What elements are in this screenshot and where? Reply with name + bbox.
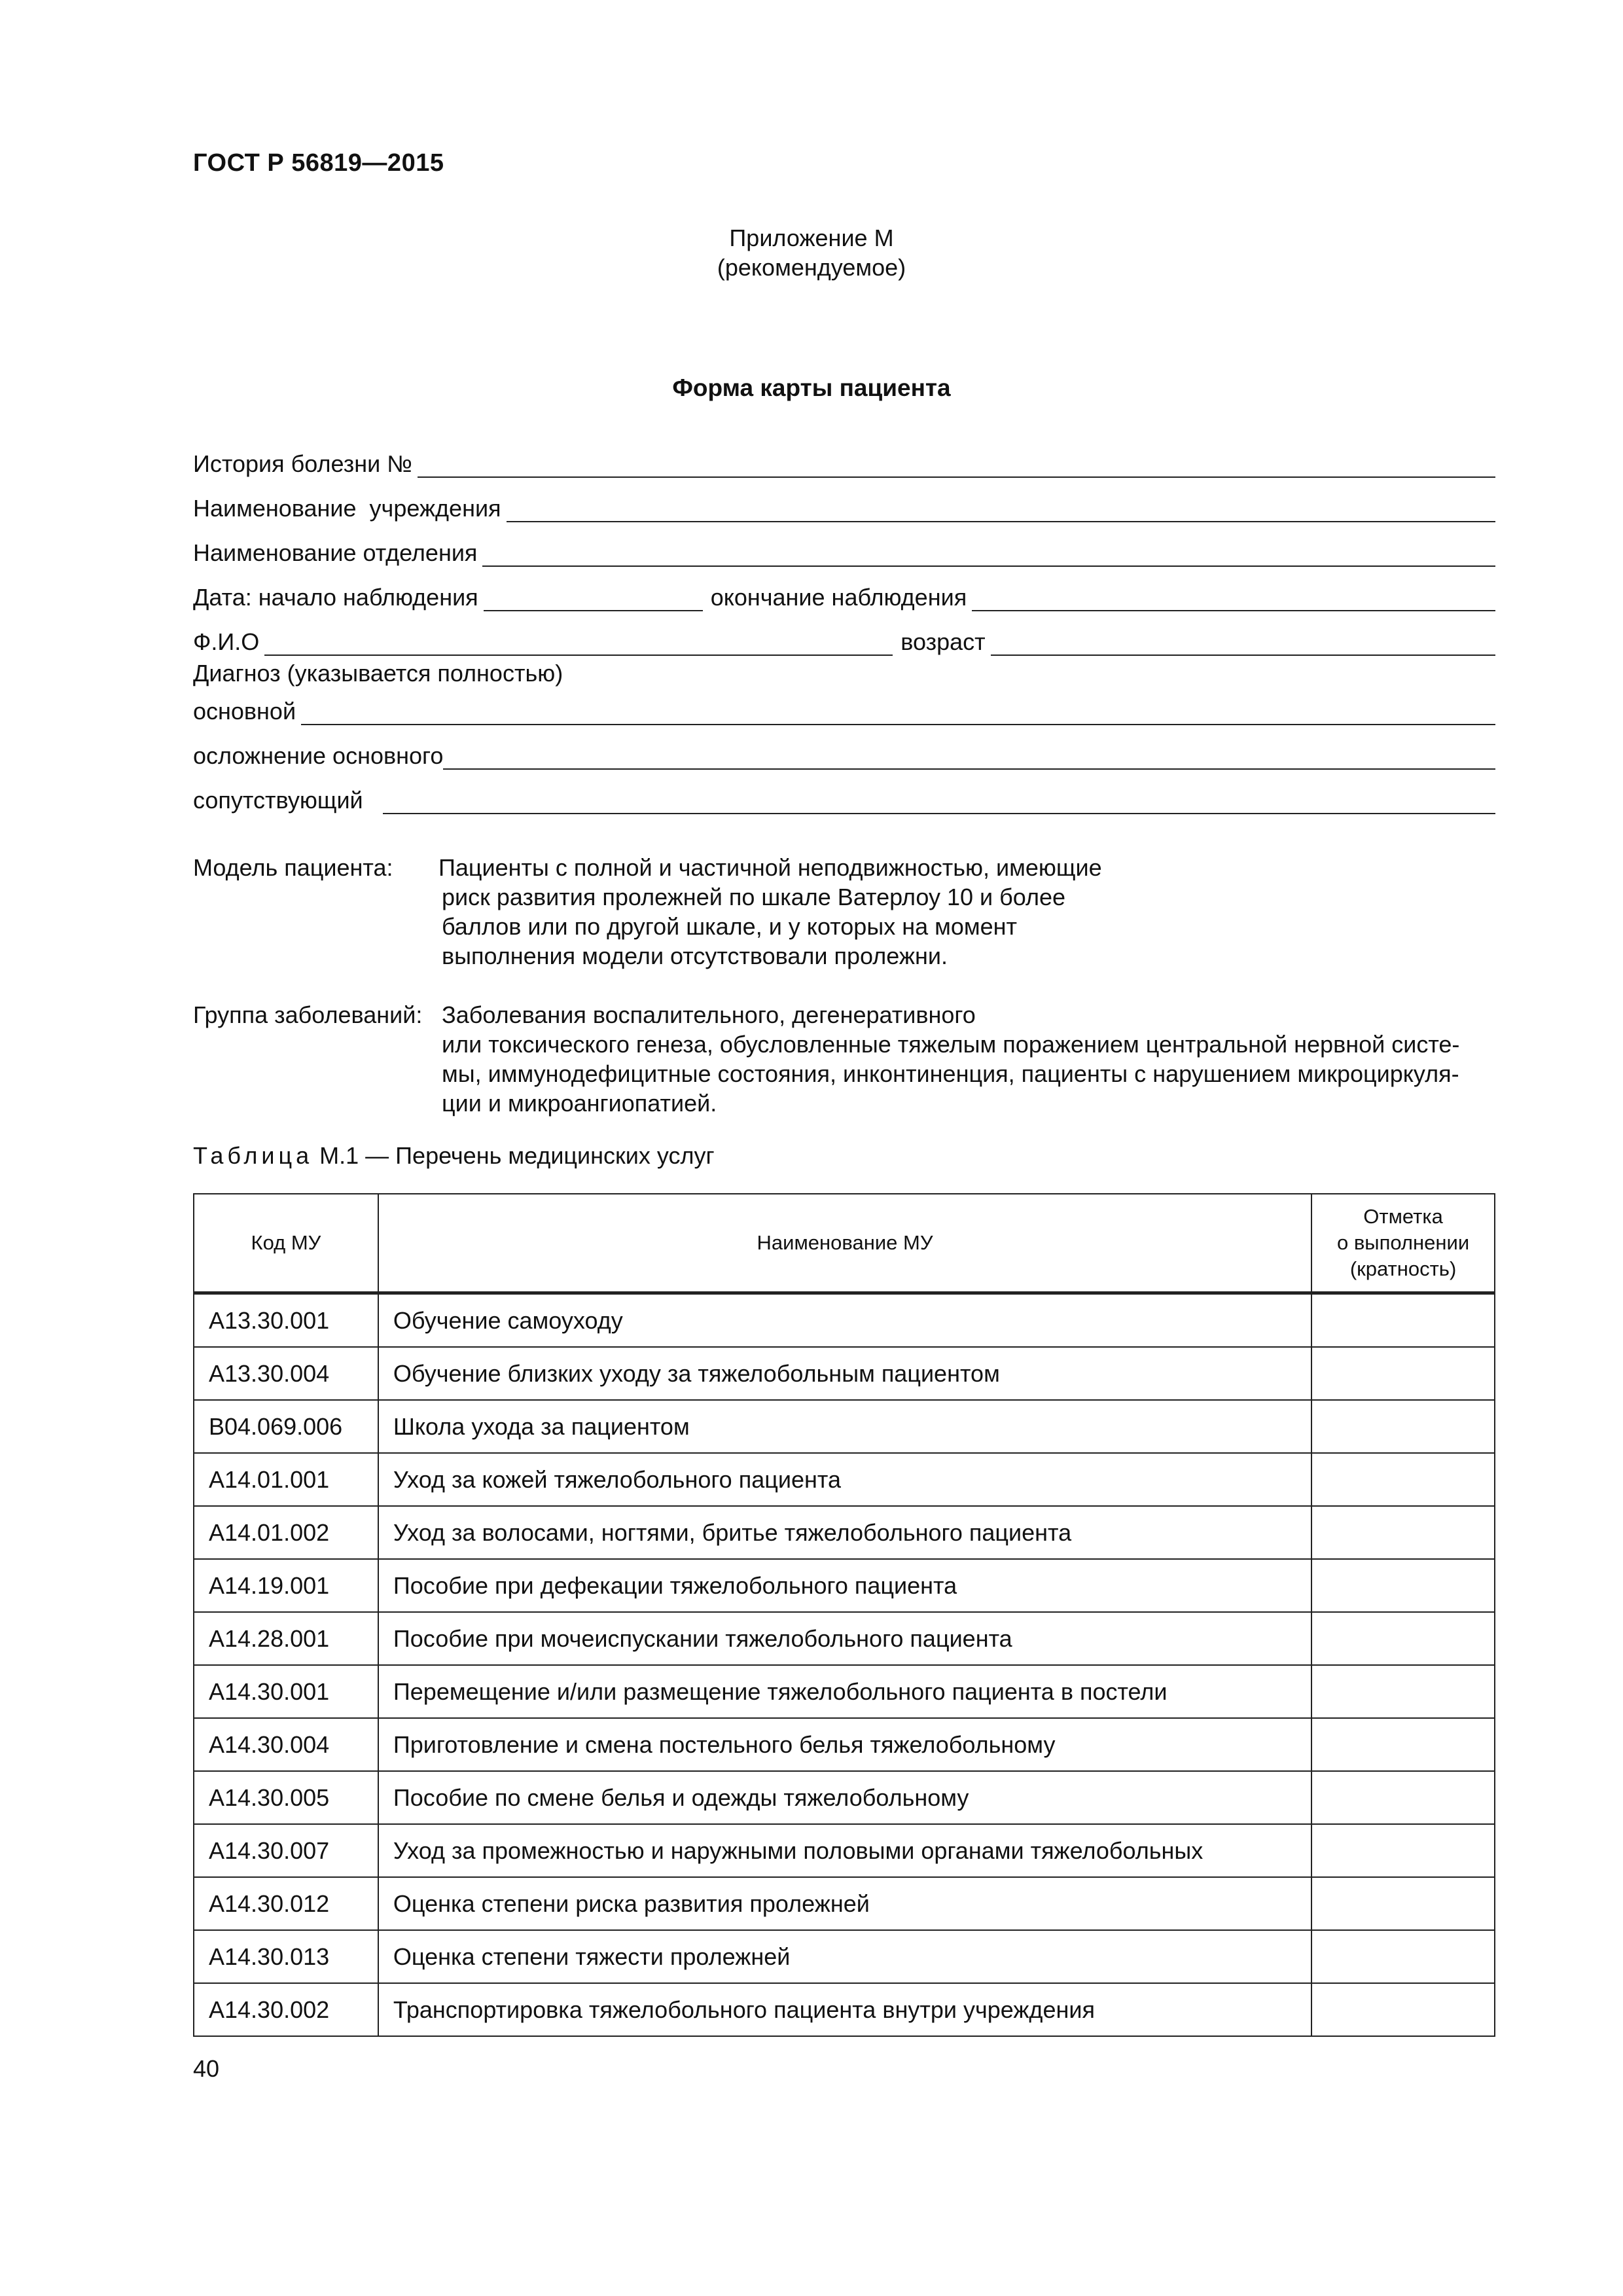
service-code: A14.30.012 bbox=[194, 1877, 378, 1930]
service-code: A14.30.007 bbox=[194, 1824, 378, 1877]
service-name: Перемещение и/или размещение тяжелобольного пациента в постели bbox=[378, 1665, 1311, 1718]
service-code: A14.30.004 bbox=[194, 1718, 378, 1771]
table-row bbox=[194, 1771, 1495, 1824]
field-institution bbox=[193, 490, 1495, 522]
field-fio-age bbox=[193, 623, 1495, 656]
service-name: Школа ухода за пациентом bbox=[378, 1400, 1311, 1453]
table-row bbox=[194, 1824, 1495, 1877]
field-history-line[interactable] bbox=[418, 453, 1495, 478]
field-fio-label: Ф.И.О bbox=[193, 628, 260, 655]
field-history bbox=[193, 445, 1495, 478]
field-department bbox=[193, 534, 1495, 567]
service-code: A14.30.002 bbox=[194, 1983, 378, 2036]
patient-model-line: риск развития пролежней по шкале Ватерлоу 10 и более bbox=[442, 884, 1066, 910]
header-mark-line: Отметка bbox=[1363, 1205, 1443, 1228]
service-code: A14.30.005 bbox=[194, 1771, 378, 1824]
table-row bbox=[194, 1983, 1495, 2036]
patient-model-line: Пациенты с полной и частичной неподвижностью, имеющие bbox=[438, 854, 1102, 881]
table-body bbox=[194, 1293, 1495, 2037]
field-concomitant-label: сопутствующий bbox=[193, 787, 363, 814]
service-code: A14.01.002 bbox=[194, 1506, 378, 1559]
service-code: A14.19.001 bbox=[194, 1559, 378, 1612]
completion-mark-cell[interactable] bbox=[1311, 1453, 1495, 1506]
completion-mark-cell[interactable] bbox=[1311, 1506, 1495, 1559]
service-name: Оценка степени тяжести пролежней bbox=[378, 1930, 1311, 1983]
header-mark-line: (кратность) bbox=[1349, 1257, 1457, 1280]
table-row bbox=[194, 1347, 1495, 1400]
completion-mark-cell[interactable] bbox=[1311, 1718, 1495, 1771]
completion-mark-cell[interactable] bbox=[1311, 1612, 1495, 1665]
service-name: Обучение самоуходу bbox=[378, 1293, 1311, 1348]
service-code: A14.28.001 bbox=[194, 1612, 378, 1665]
service-name: Обучение близких уходу за тяжелобольным пациентом bbox=[378, 1347, 1311, 1400]
field-age-label: возраст bbox=[901, 628, 986, 655]
table-caption-text: М.1 — Перечень медицинских услуг bbox=[313, 1142, 715, 1169]
disease-group-line: Заболевания воспалительного, дегенеративного bbox=[442, 1001, 976, 1028]
service-code: B04.069.006 bbox=[194, 1400, 378, 1453]
service-name: Уход за волосами, ногтями, бритье тяжелобольного пациента bbox=[378, 1506, 1311, 1559]
field-fio-line[interactable] bbox=[264, 631, 893, 656]
service-name: Уход за промежностью и наружными половыми органами тяжелобольных bbox=[378, 1824, 1311, 1877]
table-row bbox=[194, 1930, 1495, 1983]
table-row bbox=[194, 1718, 1495, 1771]
form-title: Форма карты пациента bbox=[672, 374, 951, 401]
service-code: A14.01.001 bbox=[194, 1453, 378, 1506]
table-row bbox=[194, 1612, 1495, 1665]
completion-mark-cell[interactable] bbox=[1311, 1771, 1495, 1824]
appendix-subtitle: (рекомендуемое) bbox=[717, 254, 906, 281]
disease-group bbox=[193, 1000, 1495, 1118]
field-main-line[interactable] bbox=[301, 700, 1495, 725]
disease-group-line: мы, иммунодефицитные состояния, инконтиненция, пациенты с нарушением микроциркуля- bbox=[442, 1060, 1459, 1087]
table-row bbox=[194, 1293, 1495, 1348]
patient-model-line: выполнения модели отсутствовали пролежни. bbox=[442, 942, 948, 969]
field-department-label: Наименование отделения bbox=[193, 539, 478, 566]
service-name: Пособие по смене белья и одежды тяжелобольному bbox=[378, 1771, 1311, 1824]
header-mark bbox=[1311, 1194, 1495, 1293]
completion-mark-cell[interactable] bbox=[1311, 1293, 1495, 1348]
field-complication-label: осложнение основного bbox=[193, 742, 444, 769]
patient-model-line: баллов или по другой шкале, и у которых на момент bbox=[442, 913, 1018, 940]
disease-group-line: или токсического генеза, обусловленные тяжелым поражением центральной нервной систе- bbox=[442, 1031, 1460, 1058]
service-name: Уход за кожей тяжелобольного пациента bbox=[378, 1453, 1311, 1506]
table-row bbox=[194, 1453, 1495, 1506]
field-dates bbox=[193, 579, 1495, 611]
service-code: A13.30.001 bbox=[194, 1293, 378, 1348]
field-main-diagnosis bbox=[193, 692, 1495, 725]
field-complication bbox=[193, 737, 1495, 770]
field-date-end-label: окончание наблюдения bbox=[710, 584, 967, 611]
service-name: Пособие при мочеиспускании тяжелобольного пациента bbox=[378, 1612, 1311, 1665]
table-row bbox=[194, 1506, 1495, 1559]
completion-mark-cell[interactable] bbox=[1311, 1400, 1495, 1453]
service-code: A14.30.013 bbox=[194, 1930, 378, 1983]
field-age-line[interactable] bbox=[991, 631, 1495, 656]
table-row bbox=[194, 1665, 1495, 1718]
field-history-label: История болезни № bbox=[193, 450, 412, 477]
field-institution-label: Наименование учреждения bbox=[193, 495, 501, 522]
field-complication-line[interactable] bbox=[443, 745, 1495, 770]
service-name: Приготовление и смена постельного белья тяжелобольному bbox=[378, 1718, 1311, 1771]
service-code: A13.30.004 bbox=[194, 1347, 378, 1400]
header-mark-line: о выполнении bbox=[1336, 1231, 1470, 1254]
table-caption-prefix: Таблица bbox=[193, 1142, 313, 1169]
appendix-title: Приложение М bbox=[729, 224, 894, 251]
completion-mark-cell[interactable] bbox=[1311, 1665, 1495, 1718]
diagnosis-header: Диагноз (указывается полностью) bbox=[193, 660, 563, 687]
table-row bbox=[194, 1400, 1495, 1453]
header-name: Наименование МУ bbox=[378, 1194, 1311, 1293]
field-main-label: основной bbox=[193, 698, 296, 725]
field-date-start-label: Дата: начало наблюдения bbox=[193, 584, 478, 611]
table-row bbox=[194, 1559, 1495, 1612]
table-header-row bbox=[194, 1194, 1495, 1293]
disease-group-label: Группа заболеваний: bbox=[193, 1001, 423, 1028]
field-institution-line[interactable] bbox=[507, 497, 1495, 522]
completion-mark-cell[interactable] bbox=[1311, 1559, 1495, 1612]
service-code: A14.30.001 bbox=[194, 1665, 378, 1718]
standard-header: ГОСТ Р 56819—2015 bbox=[193, 149, 444, 177]
field-concomitant-line[interactable] bbox=[383, 789, 1495, 814]
services-table bbox=[193, 1193, 1495, 2037]
completion-mark-cell[interactable] bbox=[1311, 1347, 1495, 1400]
disease-group-line: ции и микроангиопатией. bbox=[442, 1090, 717, 1117]
completion-mark-cell[interactable] bbox=[1311, 1930, 1495, 1983]
completion-mark-cell[interactable] bbox=[1311, 1983, 1495, 2036]
header-code: Код МУ bbox=[194, 1194, 378, 1293]
service-name: Оценка степени риска развития пролежней bbox=[378, 1877, 1311, 1930]
service-name: Пособие при дефекации тяжелобольного пациента bbox=[378, 1559, 1311, 1612]
field-department-line[interactable] bbox=[482, 542, 1495, 567]
field-date-end-line[interactable] bbox=[972, 586, 1495, 611]
completion-mark-cell[interactable] bbox=[1311, 1877, 1495, 1930]
service-name: Транспортировка тяжелобольного пациента внутри учреждения bbox=[378, 1983, 1311, 2036]
patient-model-label: Модель пациента: bbox=[193, 854, 393, 881]
completion-mark-cell[interactable] bbox=[1311, 1824, 1495, 1877]
field-concomitant bbox=[193, 781, 1495, 814]
table-row bbox=[194, 1877, 1495, 1930]
page-number: 40 bbox=[193, 2055, 220, 2082]
patient-model bbox=[193, 853, 1495, 971]
field-date-start-line[interactable] bbox=[484, 586, 703, 611]
table-caption bbox=[193, 1142, 715, 1170]
